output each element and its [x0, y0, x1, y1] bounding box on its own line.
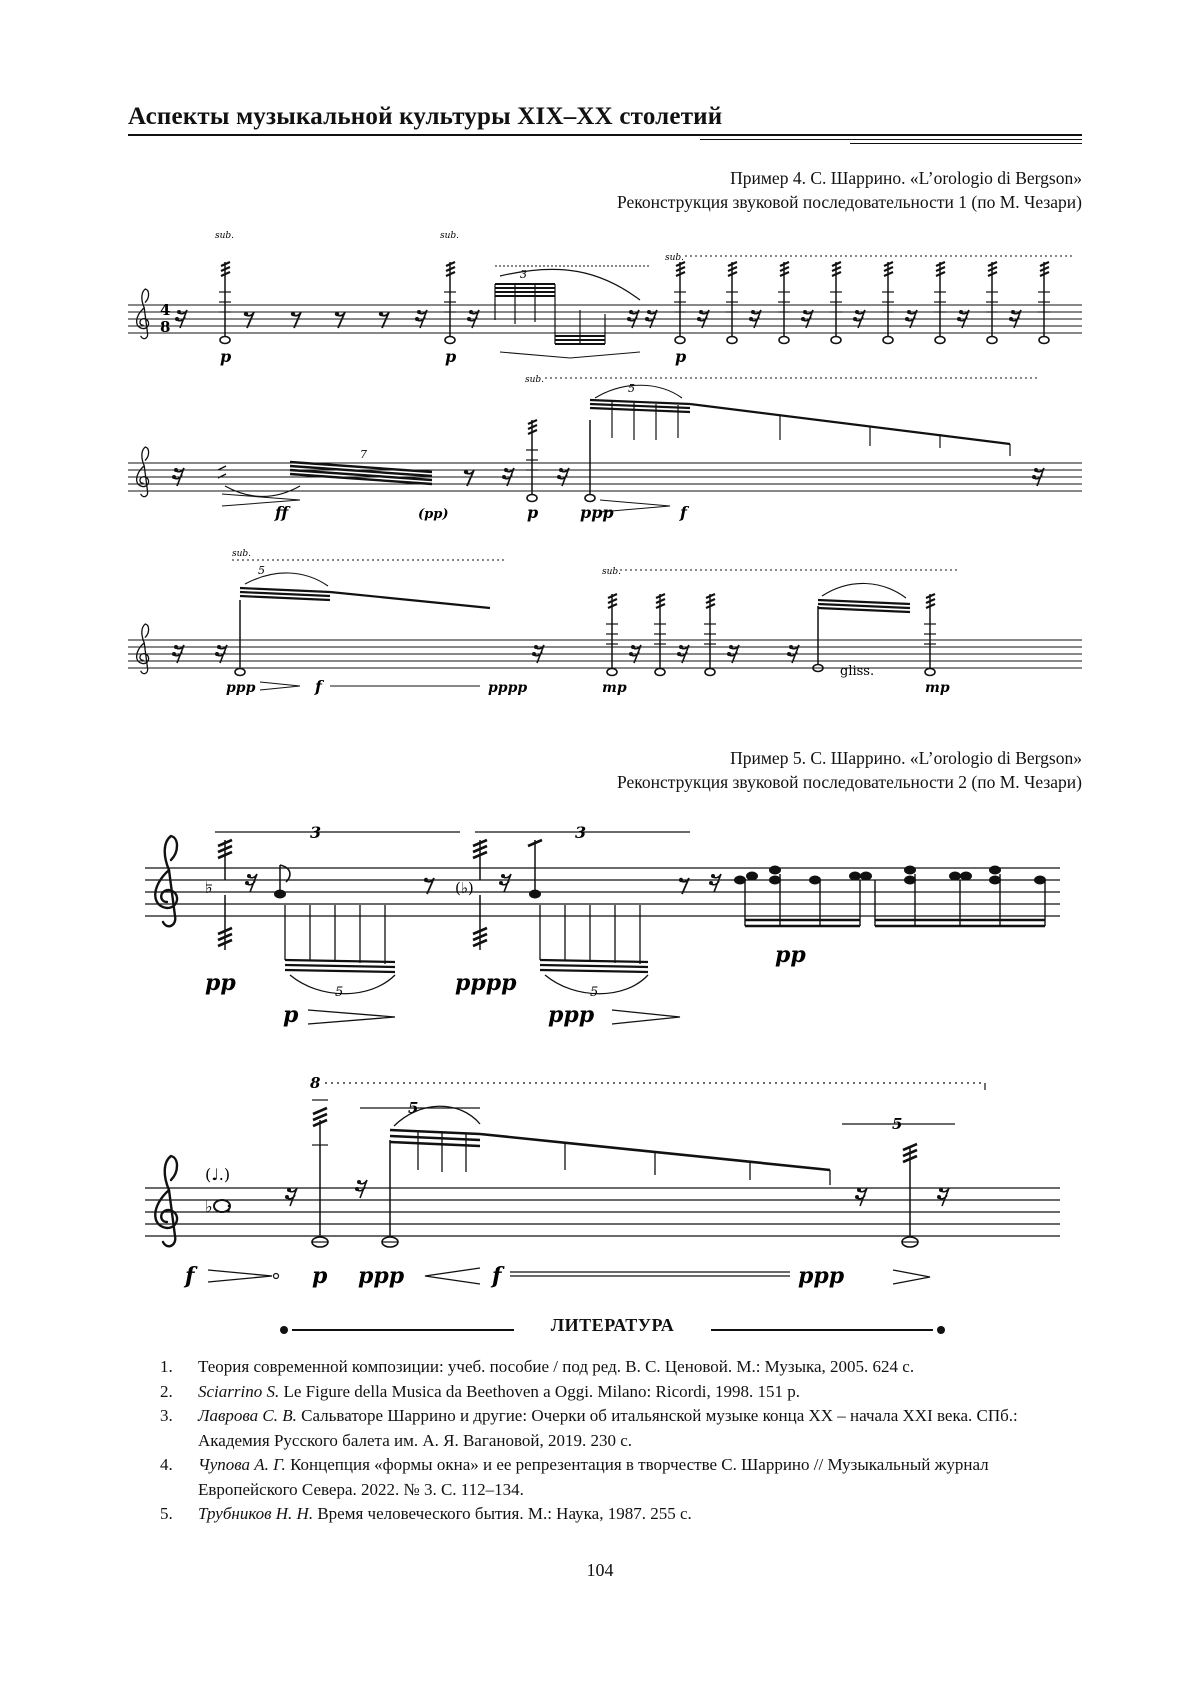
- example-4-caption-line1: Пример 4. С. Шаррино. «L’orologio di Bergson»: [730, 168, 1082, 188]
- reference-number: 4.: [160, 1455, 173, 1474]
- ex5-tuplet-5: 5: [408, 1099, 419, 1117]
- ex4-dynamic-f: f: [315, 677, 322, 696]
- svg-text:(♭): (♭): [455, 879, 474, 897]
- ex5-ottava-mark: 8: [310, 1074, 321, 1092]
- example-4-caption-line2: Реконструкция звуковой последовательности 1 (по М. Чезари): [616, 192, 1082, 212]
- ex5-dynamic-pppp: pppp: [455, 970, 517, 996]
- ex5-dynamic-ppp: ppp: [358, 1263, 405, 1289]
- ex4-dynamic-f: f: [680, 503, 687, 522]
- ex4-dynamic-p: p: [675, 347, 687, 366]
- reference-author: Sciarrino S.: [198, 1381, 280, 1401]
- ex4-system-2: [128, 375, 1082, 522]
- ex4-time-signature-denominator: 8: [160, 318, 171, 336]
- ex4-tuplet-7: 7: [360, 448, 367, 461]
- example-5-caption-line1: Пример 5. С. Шаррино. «L’orologio di Bergson»: [730, 748, 1082, 768]
- ex4-dynamic-mp: mp: [925, 680, 950, 696]
- ex5-tuplet-5: 5: [590, 985, 599, 1000]
- ex4-tuplet-3: 3: [520, 268, 527, 281]
- ex4-dynamic-p: p: [445, 347, 457, 366]
- ex5-dynamic-ppp: ppp: [798, 1263, 845, 1289]
- svg-text:♭: ♭: [205, 1197, 213, 1216]
- ex4-sub-mark: sub.: [440, 231, 460, 241]
- ex5-dynamic-f: f: [492, 1263, 502, 1289]
- ex4-time-signature-numerator: 4: [160, 301, 171, 319]
- ex4-sub-mark: sub.: [602, 567, 622, 577]
- ornament-dot: [937, 1326, 945, 1334]
- ex4-dynamic-ppp: ppp: [580, 503, 614, 522]
- ex4-tuplet-5: 5: [258, 564, 265, 577]
- reference-item: [160, 1453, 1085, 1502]
- ex5-dynamic-f: f: [185, 1263, 195, 1289]
- reference-number: 1.: [160, 1357, 173, 1376]
- ex5-tuplet-5: 5: [892, 1115, 903, 1133]
- running-title: Аспекты музыкальной культуры XIX–XX столетий: [128, 103, 723, 130]
- example-5-caption-line2: Реконструкция звуковой последовательности 2 (по М. Чезари): [616, 772, 1082, 792]
- ornament-line: [711, 1329, 933, 1331]
- reference-number: 2.: [160, 1381, 173, 1401]
- ex4-sub-mark: sub.: [232, 549, 252, 559]
- ex4-dynamic-p: p: [527, 503, 539, 522]
- page-number: 104: [586, 1560, 614, 1580]
- literature-title: ЛИТЕРАТУРА: [550, 1315, 675, 1335]
- reference-item: [160, 1380, 1085, 1405]
- ex4-system-3: [128, 549, 1082, 696]
- ex5-dynamic-p: p: [312, 1263, 328, 1289]
- ex5-system-1: [145, 823, 1060, 1028]
- ex4-gliss-label: gliss.: [840, 664, 875, 679]
- reference-author: Чупова А. Г.: [198, 1455, 286, 1474]
- svg-text::: :: [226, 1197, 232, 1216]
- reference-text: Время человеческого бытия. М.: Наука, 1987. 255 с.: [313, 1504, 692, 1523]
- ex5-dynamic-p: p: [283, 1002, 299, 1028]
- ex5-dynamic-pp: pp: [205, 970, 236, 996]
- ex4-sub-mark: sub.: [525, 375, 545, 385]
- ex5-dynamic-pp: pp: [775, 942, 806, 968]
- ex5-tuplet-3: 3: [310, 823, 322, 842]
- ex5-system-2: [145, 1074, 1060, 1289]
- reference-item: [160, 1355, 1085, 1380]
- reference-text: Сальваторе Шаррино и другие: Очерки об итальянской музыке конца ХХ – начала XXI века. СПб.: Академия Русского балета им. А. Я. Вагановой, 2019. 230 с.: [198, 1406, 1018, 1450]
- ex5-tuplet-3: 3: [575, 823, 587, 842]
- ex4-dynamic-ppp: ppp: [226, 680, 256, 696]
- reference-number: 5.: [160, 1504, 173, 1523]
- ex4-system-1: [128, 231, 1082, 366]
- reference-list: [160, 1355, 1085, 1527]
- ex5-dynamic-ppp: ppp: [548, 1002, 595, 1028]
- svg-text:♭: ♭: [205, 878, 213, 897]
- reference-author: Трубников Н. Н.: [198, 1504, 314, 1523]
- ex4-dynamic-pppp: pppp: [488, 680, 528, 696]
- reference-number: 3.: [160, 1406, 173, 1425]
- reference-item: [160, 1404, 1085, 1453]
- ex4-sub-mark: sub.: [665, 253, 685, 263]
- reference-author: Лаврова С. В.: [198, 1406, 297, 1425]
- ex4-dynamic-p: p: [220, 347, 232, 366]
- ex4-dynamic-ff: ff: [275, 503, 289, 522]
- literature-heading: [280, 1315, 945, 1345]
- reference-text: Теория современной композиции: учеб. пособие / под ред. В. С. Ценовой. М.: Музыка, 2005. 624 с.: [198, 1357, 915, 1376]
- ex4-sub-mark: sub.: [215, 231, 235, 241]
- reference-text: Le Figure della Musica da Beethoven a Oggi. Milano: Ricordi, 1998. 151 p.: [279, 1381, 800, 1401]
- svg-text:(♩.): (♩.): [205, 1165, 231, 1184]
- reference-item: [160, 1502, 1085, 1527]
- ex4-dynamic-pp-parenthesized: (pp): [418, 507, 449, 522]
- ex4-dynamic-mp: mp: [602, 680, 627, 696]
- ex4-tuplet-5: 5: [628, 382, 635, 395]
- ex5-tuplet-5: 5: [335, 985, 344, 1000]
- reference-text: Концепция «формы окна» и ее репрезентация в творчестве С. Шаррино // Музыкальный журнал Европейского Севера. 2022. № 3. С. 112–134.: [198, 1455, 989, 1499]
